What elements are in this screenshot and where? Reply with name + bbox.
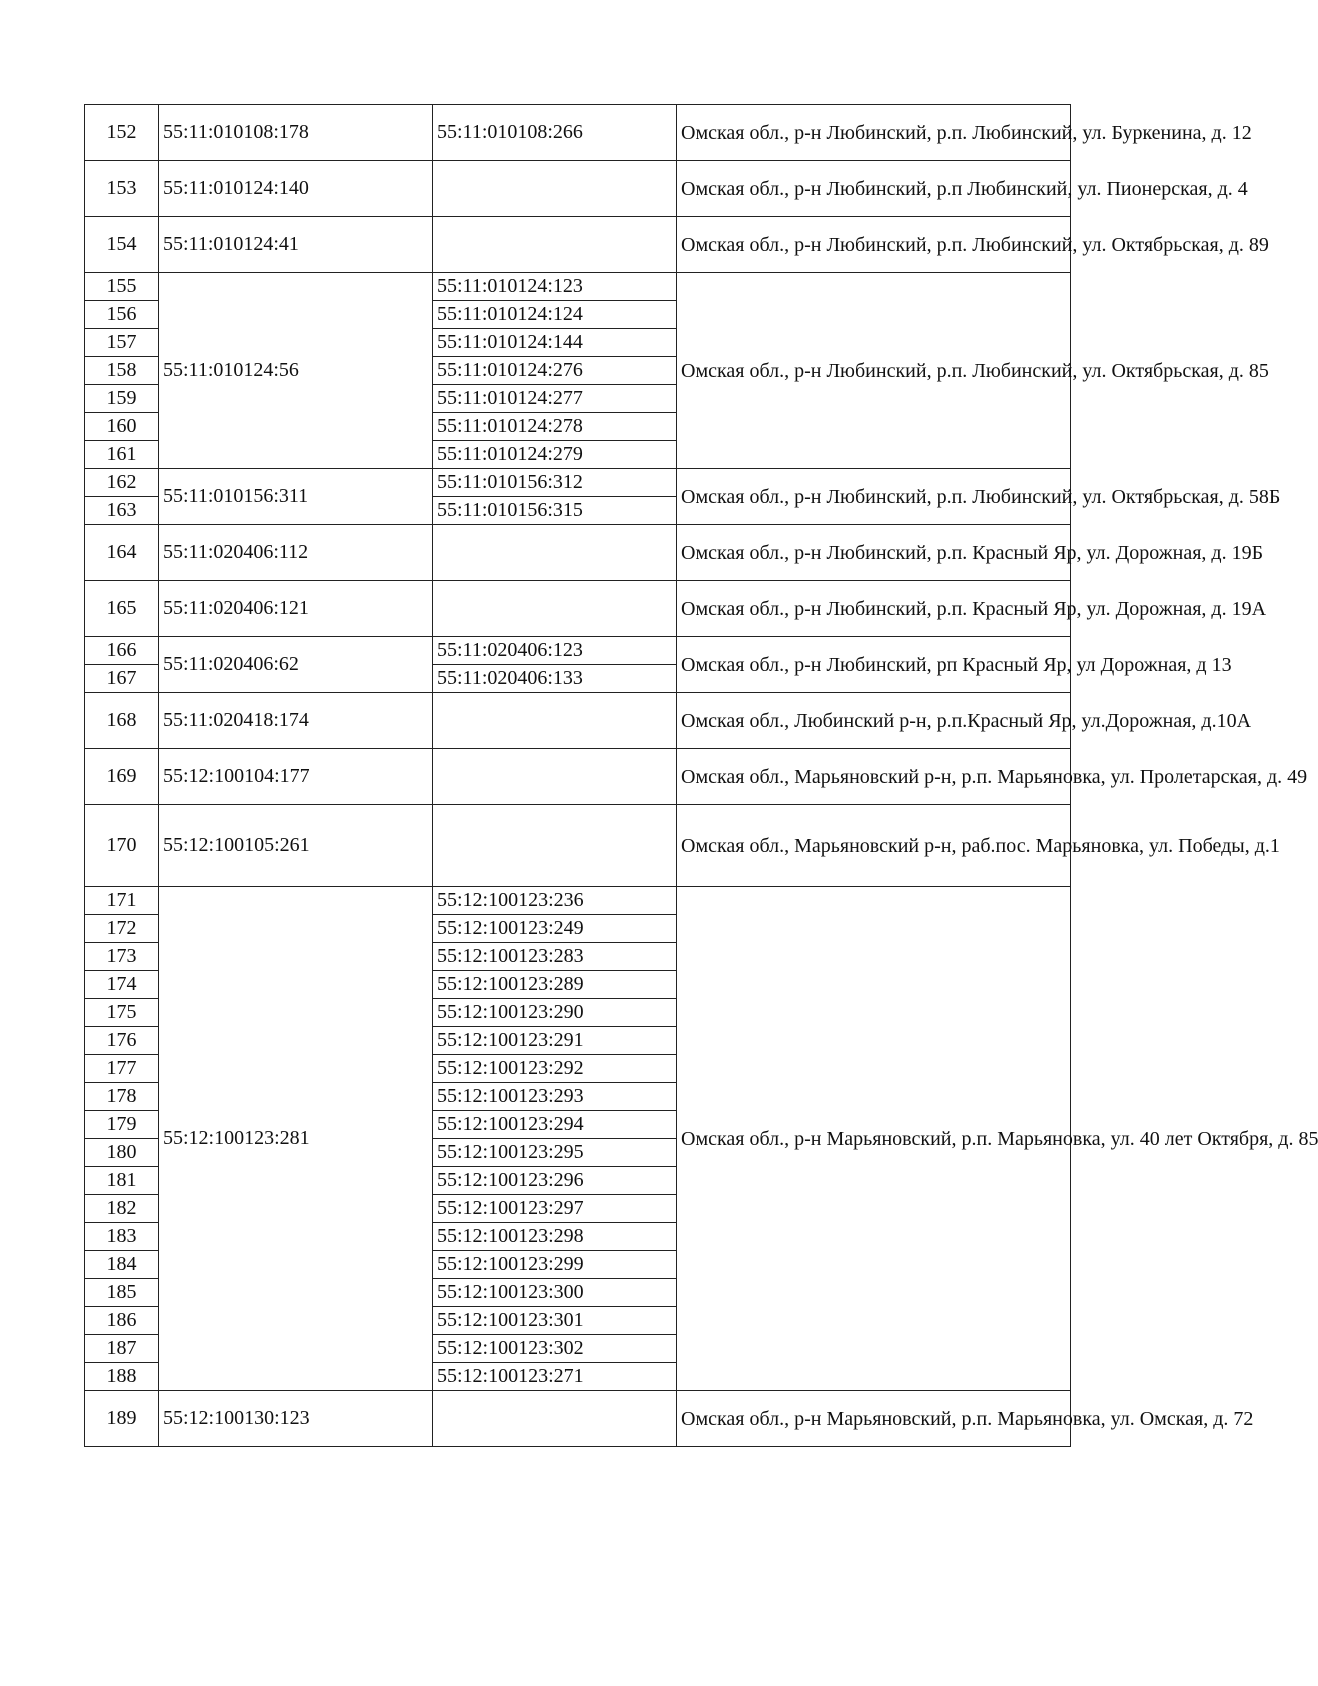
child-cadastral-number-cell <box>433 1391 677 1447</box>
row-number-cell: 156 <box>85 301 159 329</box>
child-cadastral-number-cell <box>433 581 677 637</box>
child-cadastral-number-cell: 55:12:100123:298 <box>433 1223 677 1251</box>
row-number-cell: 181 <box>85 1167 159 1195</box>
child-cadastral-number-cell: 55:12:100123:290 <box>433 999 677 1027</box>
address-cell: Омская обл., Марьяновский р-н, раб.пос. Марьяновка, ул. Победы, д.1 <box>677 805 1071 887</box>
parent-cadastral-number-cell: 55:11:020418:174 <box>159 693 433 749</box>
row-number-cell: 164 <box>85 525 159 581</box>
address-cell: Омская обл., р-н Марьяновский, р.п. Марьяновка, ул. Омская, д. 72 <box>677 1391 1071 1447</box>
child-cadastral-number-cell <box>433 749 677 805</box>
row-number-cell: 179 <box>85 1111 159 1139</box>
child-cadastral-number-cell: 55:12:100123:271 <box>433 1363 677 1391</box>
child-cadastral-number-cell: 55:12:100123:294 <box>433 1111 677 1139</box>
parent-cadastral-number-cell: 55:11:020406:121 <box>159 581 433 637</box>
child-cadastral-number-cell: 55:12:100123:296 <box>433 1167 677 1195</box>
row-number-cell: 166 <box>85 637 159 665</box>
table-row <box>85 469 1071 497</box>
parent-cadastral-number-cell: 55:11:020406:112 <box>159 525 433 581</box>
address-cell: Омская обл., р-н Любинский, рп Красный Яр, ул Дорожная, д 13 <box>677 637 1071 693</box>
row-number-cell: 188 <box>85 1363 159 1391</box>
address-cell: Омская обл., р-н Любинский, р.п. Любинский, ул. Октябрьская, д. 85 <box>677 273 1071 469</box>
row-number-cell: 187 <box>85 1335 159 1363</box>
child-cadastral-number-cell: 55:11:010124:279 <box>433 441 677 469</box>
table-row <box>85 887 1071 915</box>
child-cadastral-number-cell: 55:11:010124:124 <box>433 301 677 329</box>
child-cadastral-number-cell: 55:12:100123:297 <box>433 1195 677 1223</box>
child-cadastral-number-cell <box>433 693 677 749</box>
child-cadastral-number-cell: 55:11:010108:266 <box>433 105 677 161</box>
child-cadastral-number-cell: 55:11:010124:144 <box>433 329 677 357</box>
row-number-cell: 163 <box>85 497 159 525</box>
child-cadastral-number-cell: 55:12:100123:236 <box>433 887 677 915</box>
child-cadastral-number-cell: 55:12:100123:295 <box>433 1139 677 1167</box>
child-cadastral-number-cell <box>433 217 677 273</box>
parent-cadastral-number-cell: 55:11:010124:140 <box>159 161 433 217</box>
address-cell: Омская обл., р-н Любинский, р.п. Красный Яр, ул. Дорожная, д. 19Б <box>677 525 1071 581</box>
row-number-cell: 157 <box>85 329 159 357</box>
child-cadastral-number-cell: 55:12:100123:283 <box>433 943 677 971</box>
parent-cadastral-number-cell: 55:11:010124:56 <box>159 273 433 469</box>
row-number-cell: 184 <box>85 1251 159 1279</box>
parent-cadastral-number-cell: 55:11:010124:41 <box>159 217 433 273</box>
row-number-cell: 183 <box>85 1223 159 1251</box>
child-cadastral-number-cell: 55:11:020406:133 <box>433 665 677 693</box>
child-cadastral-number-cell: 55:12:100123:300 <box>433 1279 677 1307</box>
address-cell: Омская обл., р-н Любинский, р.п. Любинский, ул. Октябрьская, д. 58Б <box>677 469 1071 525</box>
row-number-cell: 168 <box>85 693 159 749</box>
child-cadastral-number-cell: 55:12:100123:301 <box>433 1307 677 1335</box>
parent-cadastral-number-cell: 55:12:100123:281 <box>159 887 433 1391</box>
parent-cadastral-number-cell: 55:11:010108:178 <box>159 105 433 161</box>
child-cadastral-number-cell: 55:12:100123:289 <box>433 971 677 999</box>
child-cadastral-number-cell <box>433 805 677 887</box>
row-number-cell: 175 <box>85 999 159 1027</box>
child-cadastral-number-cell: 55:11:020406:123 <box>433 637 677 665</box>
child-cadastral-number-cell: 55:11:010124:123 <box>433 273 677 301</box>
table-row <box>85 105 1071 161</box>
row-number-cell: 182 <box>85 1195 159 1223</box>
parent-cadastral-number-cell: 55:12:100105:261 <box>159 805 433 887</box>
row-number-cell: 153 <box>85 161 159 217</box>
table-row <box>85 161 1071 217</box>
address-cell: Омская обл., р-н Любинский, р.п. Любинский, ул. Буркенина, д. 12 <box>677 105 1071 161</box>
table-row <box>85 749 1071 805</box>
row-number-cell: 167 <box>85 665 159 693</box>
row-number-cell: 178 <box>85 1083 159 1111</box>
table-row <box>85 637 1071 665</box>
row-number-cell: 155 <box>85 273 159 301</box>
row-number-cell: 173 <box>85 943 159 971</box>
table-row <box>85 525 1071 581</box>
table-body <box>85 105 1318 1447</box>
child-cadastral-number-cell: 55:11:010124:278 <box>433 413 677 441</box>
row-number-cell: 177 <box>85 1055 159 1083</box>
table-row <box>85 1391 1071 1447</box>
parent-cadastral-number-cell: 55:12:100104:177 <box>159 749 433 805</box>
address-cell: Омская обл., р-н Любинский, р.п. Красный Яр, ул. Дорожная, д. 19А <box>677 581 1071 637</box>
child-cadastral-number-cell <box>433 161 677 217</box>
row-number-cell: 159 <box>85 385 159 413</box>
row-number-cell: 165 <box>85 581 159 637</box>
table-row <box>85 273 1071 301</box>
child-cadastral-number-cell <box>433 525 677 581</box>
child-cadastral-number-cell: 55:12:100123:299 <box>433 1251 677 1279</box>
table-row <box>85 217 1071 273</box>
row-number-cell: 174 <box>85 971 159 999</box>
address-cell: Омская обл., Марьяновский р-н, р.п. Марьяновка, ул. Пролетарская, д. 49 <box>677 749 1071 805</box>
row-number-cell: 158 <box>85 357 159 385</box>
child-cadastral-number-cell: 55:11:010124:276 <box>433 357 677 385</box>
parent-cadastral-number-cell: 55:11:020406:62 <box>159 637 433 693</box>
row-number-cell: 172 <box>85 915 159 943</box>
child-cadastral-number-cell: 55:12:100123:302 <box>433 1335 677 1363</box>
row-number-cell: 185 <box>85 1279 159 1307</box>
child-cadastral-number-cell: 55:12:100123:249 <box>433 915 677 943</box>
address-cell: Омская обл., р-н Марьяновский, р.п. Марьяновка, ул. 40 лет Октября, д. 85 <box>677 887 1071 1391</box>
row-number-cell: 189 <box>85 1391 159 1447</box>
child-cadastral-number-cell: 55:12:100123:291 <box>433 1027 677 1055</box>
row-number-cell: 154 <box>85 217 159 273</box>
row-number-cell: 170 <box>85 805 159 887</box>
row-number-cell: 180 <box>85 1139 159 1167</box>
cadastral-table <box>84 104 1318 1447</box>
row-number-cell: 171 <box>85 887 159 915</box>
row-number-cell: 169 <box>85 749 159 805</box>
parent-cadastral-number-cell: 55:12:100130:123 <box>159 1391 433 1447</box>
child-cadastral-number-cell: 55:12:100123:292 <box>433 1055 677 1083</box>
row-number-cell: 161 <box>85 441 159 469</box>
child-cadastral-number-cell: 55:12:100123:293 <box>433 1083 677 1111</box>
table-row <box>85 693 1071 749</box>
address-cell: Омская обл., р-н Любинский, р.п Любинский, ул. Пионерская, д. 4 <box>677 161 1071 217</box>
row-number-cell: 186 <box>85 1307 159 1335</box>
child-cadastral-number-cell: 55:11:010156:315 <box>433 497 677 525</box>
table-row <box>85 805 1071 887</box>
address-cell: Омская обл., Любинский р-н, р.п.Красный Яр, ул.Дорожная, д.10А <box>677 693 1071 749</box>
row-number-cell: 160 <box>85 413 159 441</box>
address-cell: Омская обл., р-н Любинский, р.п. Любинский, ул. Октябрьская, д. 89 <box>677 217 1071 273</box>
row-number-cell: 152 <box>85 105 159 161</box>
parent-cadastral-number-cell: 55:11:010156:311 <box>159 469 433 525</box>
child-cadastral-number-cell: 55:11:010124:277 <box>433 385 677 413</box>
child-cadastral-number-cell: 55:11:010156:312 <box>433 469 677 497</box>
row-number-cell: 176 <box>85 1027 159 1055</box>
row-number-cell: 162 <box>85 469 159 497</box>
table-row <box>85 581 1071 637</box>
